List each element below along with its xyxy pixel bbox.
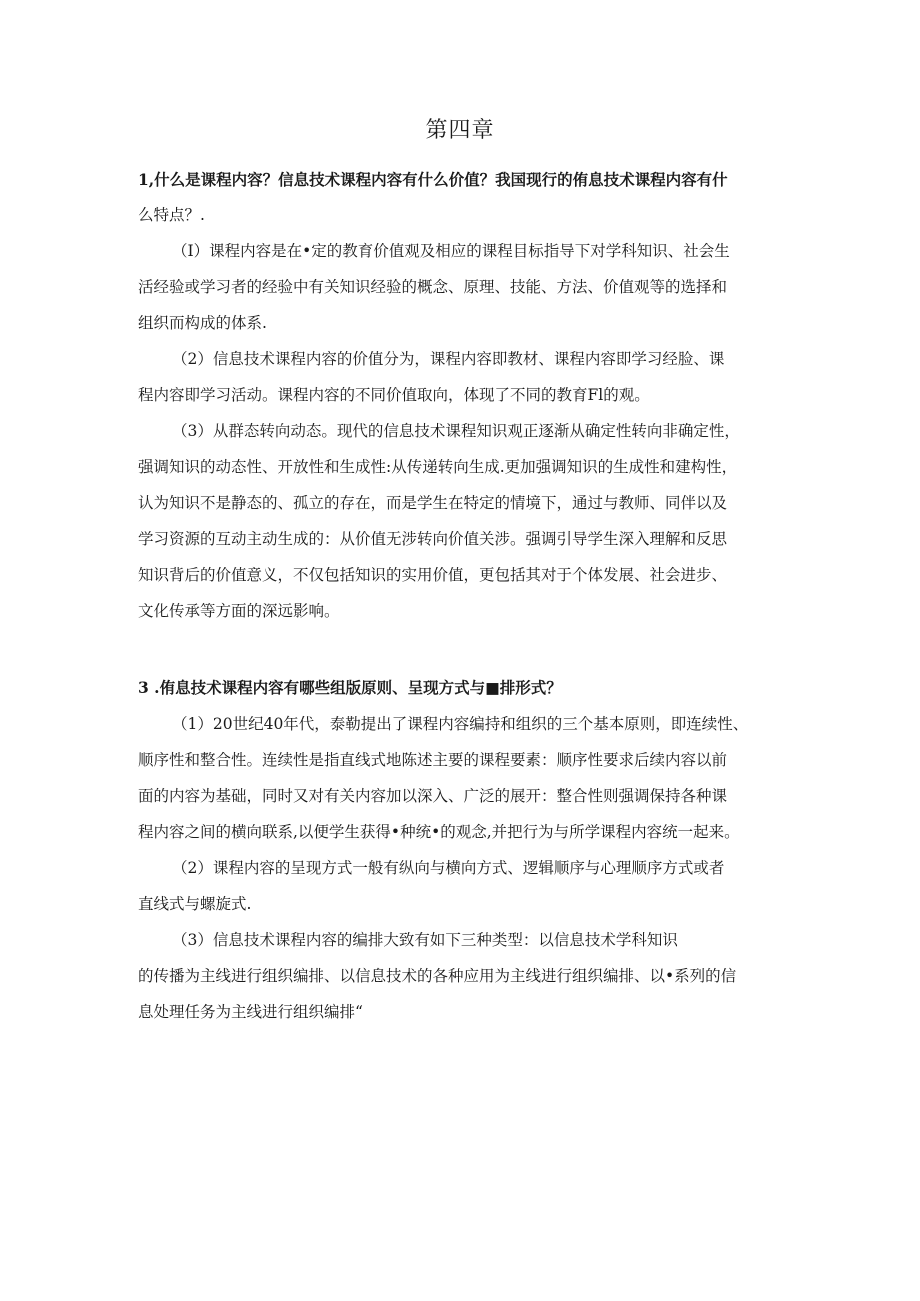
q1-para-1-line-1: （I）课程内容是在•定的教育价值观及相应的课程目标指导下对学科知识、社会生 — [172, 242, 730, 260]
q3-para-1-line-2: 顺序性和整合性。连续性是指直线式地陈述主要的课程要素：顺序性要求后续内容以前 — [138, 751, 728, 769]
q1-para-3-line-5: 知识背后的价值意义，不仅包括知识的实用价值，更包括其对于个体发展、社会进步、 — [138, 566, 728, 584]
q1-para-1-line-3: 组织而构成的体系. — [138, 314, 267, 332]
q1-para-3-line-4: 学习资源的互动主动生成的：从价值无涉转向价值关涉。强调引导学生深入理解和反思 — [138, 530, 728, 548]
q1-para-1-line-2: 活经验或学习者的经验中有关知识经验的概念、原理、技能、方法、价值观等的选择和 — [138, 278, 728, 296]
q1-para-3-line-1: （3）从群态转向动态。现代的信息技术课程知识观正逐渐从确定性转向非确定性， — [172, 422, 740, 440]
q1-para-2-line-1: （2）信息技术课程内容的价值分为，课程内容即教材、课程内容即学习经脸、课 — [172, 350, 725, 368]
question-1-line-1: 1,什么是课程内容？信息技术课程内容有什么价值？我国现行的侑息技术课程内容有什 — [138, 170, 728, 189]
q1-para-3-line-2: 强调知识的动态性、开放性和生成性:从传递转向生成.更加强调知识的生成性和建构性， — [138, 458, 738, 476]
q3-para-2-line-2: 直线式与螺旋式. — [138, 895, 252, 913]
q3-para-1-line-1: （1）20世纪40年代，泰勒提出了课程内容编持和组织的三个基本原则，即连续性、 — [172, 715, 749, 733]
q3-para-3-line-3: 息处理任务为主线进行组织编排“ — [138, 1003, 363, 1021]
q3-para-2-line-1: （2）课程内容的呈现方式一般有纵向与横向方式、逻辑顺序与心理顺序方式或者 — [172, 859, 725, 877]
q3-para-1-line-4: 程内容之间的横向联系,以便学生获得•种统•的观念,并把行为与所学课程内容统一起来。 — [138, 823, 740, 841]
q3-para-3-line-2: 的传播为主线进行组织编排、以信息技术的各种应用为主线进行组织编排、以•系列的信 — [138, 967, 737, 985]
question-1-line-2: 么特点？. — [138, 206, 205, 224]
chapter-title: 第四章 — [425, 118, 495, 143]
q1-para-3-line-3: 认为知识不是静态的、孤立的存在，而是学生在特定的情境下，通过与教师、同伴以及 — [138, 494, 728, 512]
q1-para-3-line-6: 文化传承等方面的深远影响。 — [138, 602, 340, 620]
q1-para-2-line-2: 程内容即学习活动。课程内容的不同价值取向，体现了不同的教育Fl的观。 — [138, 386, 650, 404]
question-3-line-1: 3 .侑息技术课程内容有哪些组版原则、呈现方式与■排形式？ — [138, 678, 562, 697]
q3-para-3-line-1: （3）信息技术课程内容的编排大致有如下三种类型：以信息技术学科知识 — [172, 931, 678, 949]
q3-para-1-line-3: 面的内容为基础，同时又对有关内容加以深入、广泛的展开：整合性则强调保持各种课 — [138, 787, 728, 805]
